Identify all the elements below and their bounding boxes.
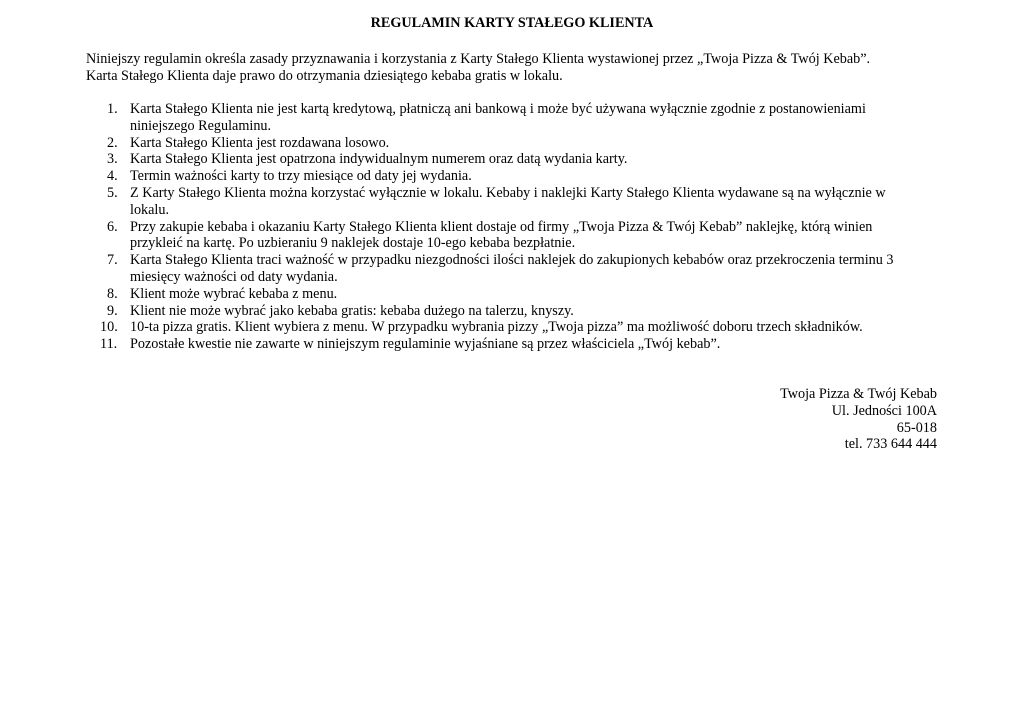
rules-list bbox=[86, 101, 916, 353]
rule-text: Karta Stałego Klienta traci ważność w przypadku niezgodności ilości naklejek do zakupionych kebabów oraz przekroczenia terminu 3 miesięcy ważności od daty wydania. bbox=[130, 252, 894, 285]
rule-text: Pozostałe kwestie nie zawarte w niniejszym regulaminie wyjaśniane są przez właściciela „Twój kebab”. bbox=[130, 336, 721, 353]
rule-item-11 bbox=[86, 336, 916, 353]
rule-number: 9. bbox=[107, 302, 118, 319]
rule-number: 5. bbox=[107, 184, 118, 201]
rule-text: Karta Stałego Klienta nie jest kartą kredytową, płatniczą ani bankową i może być używana wyłącznie zgodnie z postanowieniami niniejszego Regulaminu. bbox=[130, 101, 866, 134]
rule-text: Termin ważności karty to trzy miesiące od daty jej wydania. bbox=[130, 168, 472, 185]
rule-item-10 bbox=[86, 319, 916, 336]
rule-item-2 bbox=[86, 135, 916, 152]
signature-block bbox=[780, 386, 937, 453]
rule-text: Klient może wybrać kebaba z menu. bbox=[130, 285, 338, 302]
rule-number: 1. bbox=[107, 101, 118, 117]
rule-number: 4. bbox=[107, 168, 118, 185]
rule-number: 2. bbox=[107, 134, 118, 151]
document-title: REGULAMIN KARTY STAŁEGO KLIENTA bbox=[370, 15, 654, 31]
rule-item-4 bbox=[86, 168, 916, 185]
rule-number: 8. bbox=[107, 285, 118, 302]
rule-item-7 bbox=[86, 252, 916, 286]
rule-item-3 bbox=[86, 151, 916, 168]
rule-item-5 bbox=[86, 185, 916, 219]
intro-line-2: Karta Stałego Klienta daje prawo do otrzymania dziesiątego kebaba gratis w lokalu. bbox=[86, 67, 563, 84]
postal-code: 65-018 bbox=[896, 419, 937, 436]
rule-text: Karta Stałego Klienta jest rozdawana losowo. bbox=[130, 134, 390, 151]
rule-item-6 bbox=[86, 219, 916, 253]
rule-number: 10. bbox=[100, 319, 118, 336]
rule-text: 10-ta pizza gratis. Klient wybiera z menu. W przypadku wybrania pizzy „Twoja pizza” ma możliwość doboru trzech składników. bbox=[130, 319, 863, 336]
street-address: Ul. Jedności 100A bbox=[831, 402, 937, 419]
rule-text: Z Karty Stałego Klienta można korzystać wyłącznie w lokalu. Kebaby i naklejki Karty Stałego Klienta wydawane są na wyłącznie w lokalu. bbox=[130, 184, 886, 218]
rule-text: Klient nie może wybrać jako kebaba gratis: kebaba dużego na talerzu, knyszy. bbox=[130, 302, 574, 319]
intro-line-1: Niniejszy regulamin określa zasady przyznawania i korzystania z Karty Stałego Klienta wystawionej przez „Twoja Pizza & Twój Kebab”. bbox=[86, 51, 871, 67]
rule-text: Karta Stałego Klienta jest opatrzona indywidualnym numerem oraz datą wydania karty. bbox=[130, 151, 628, 168]
rule-number: 3. bbox=[107, 151, 118, 168]
intro-paragraph bbox=[86, 51, 946, 85]
rule-item-8 bbox=[86, 286, 916, 303]
rule-item-9 bbox=[86, 303, 916, 320]
phone-number: tel. 733 644 444 bbox=[844, 436, 937, 453]
rule-number: 6. bbox=[107, 218, 118, 235]
company-name: Twoja Pizza & Twój Kebab bbox=[780, 386, 937, 402]
rule-text: Przy zakupie kebaba i okazaniu Karty Stałego Klienta klient dostaje od firmy „Twoja Pizza & Twój Kebab” naklejkę, którą winien przykleić na kartę. Po uzbieraniu 9 naklejek dostaje 10-ego kebaba bezpłatnie. bbox=[130, 218, 873, 252]
rule-item-1 bbox=[86, 101, 916, 135]
rule-number: 11. bbox=[100, 336, 118, 353]
rule-number: 7. bbox=[107, 252, 118, 269]
